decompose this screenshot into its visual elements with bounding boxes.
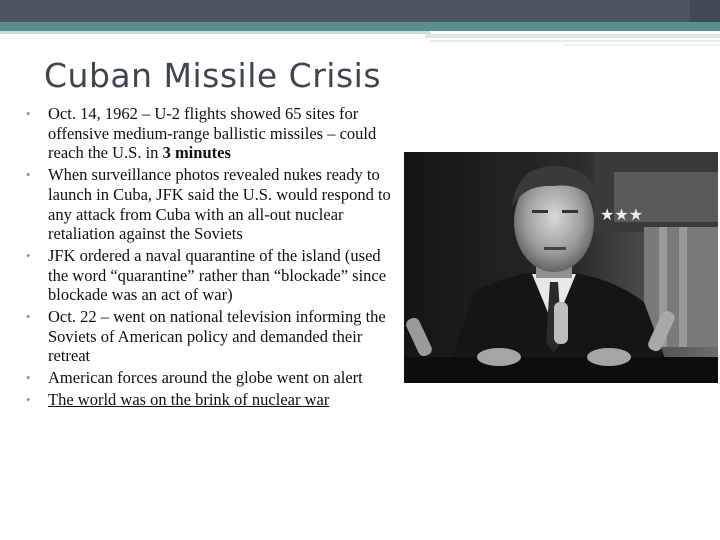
jfk-photo: [404, 152, 718, 383]
divider-stripe: [0, 31, 430, 34]
divider-stripe: [425, 34, 720, 38]
list-item: [22, 246, 394, 305]
top-bar-dark: [0, 0, 720, 22]
bullet-icon: •: [26, 106, 31, 121]
list-item: [22, 104, 394, 163]
bullet-list: [22, 104, 394, 410]
jfk-photo-illustration: [404, 152, 718, 383]
list-item: [22, 390, 394, 410]
bullet-icon: •: [26, 309, 31, 325]
bullet-icon: •: [26, 391, 31, 407]
top-bar-teal: [0, 22, 720, 31]
bullet-text: Oct. 22 – went on national television informing the Soviets of American policy and demanded their retreat: [48, 307, 386, 366]
bullet-text: American forces around the globe went on alert: [48, 368, 363, 388]
bullet-icon: •: [26, 370, 31, 386]
list-item: [22, 165, 394, 244]
svg-text:★★★: ★★★: [600, 205, 644, 224]
divider-stripe: [565, 44, 720, 46]
bullet-text: When surveillance photos revealed nukes ready to launch in Cuba, JFK said the U.S. would respond to any attack from Cuba with an all-out nuclear retaliation against the Soviets: [48, 165, 391, 244]
list-item: [22, 307, 394, 366]
list-item: [22, 368, 394, 388]
bullet-text-bold: 3 minutes: [162, 143, 231, 163]
bullet-text: Oct. 14, 1962 – U-2 flights showed 65 sites for offensive medium-range ballistic missiles – could reach the U.S. in: [48, 104, 377, 163]
top-bar-dark-corner: [690, 0, 720, 24]
bullet-icon: •: [26, 167, 31, 183]
divider-stripe: [430, 40, 720, 42]
bullet-icon: •: [26, 247, 31, 263]
bullet-text: JFK ordered a naval quarantine of the island (used the word “quarantine” rather than “blockade” since blockade was an act of war): [48, 245, 387, 305]
slide-title: Cuban Missile Crisis: [44, 56, 382, 95]
bullet-text: The world was on the brink of nuclear war: [48, 389, 330, 409]
